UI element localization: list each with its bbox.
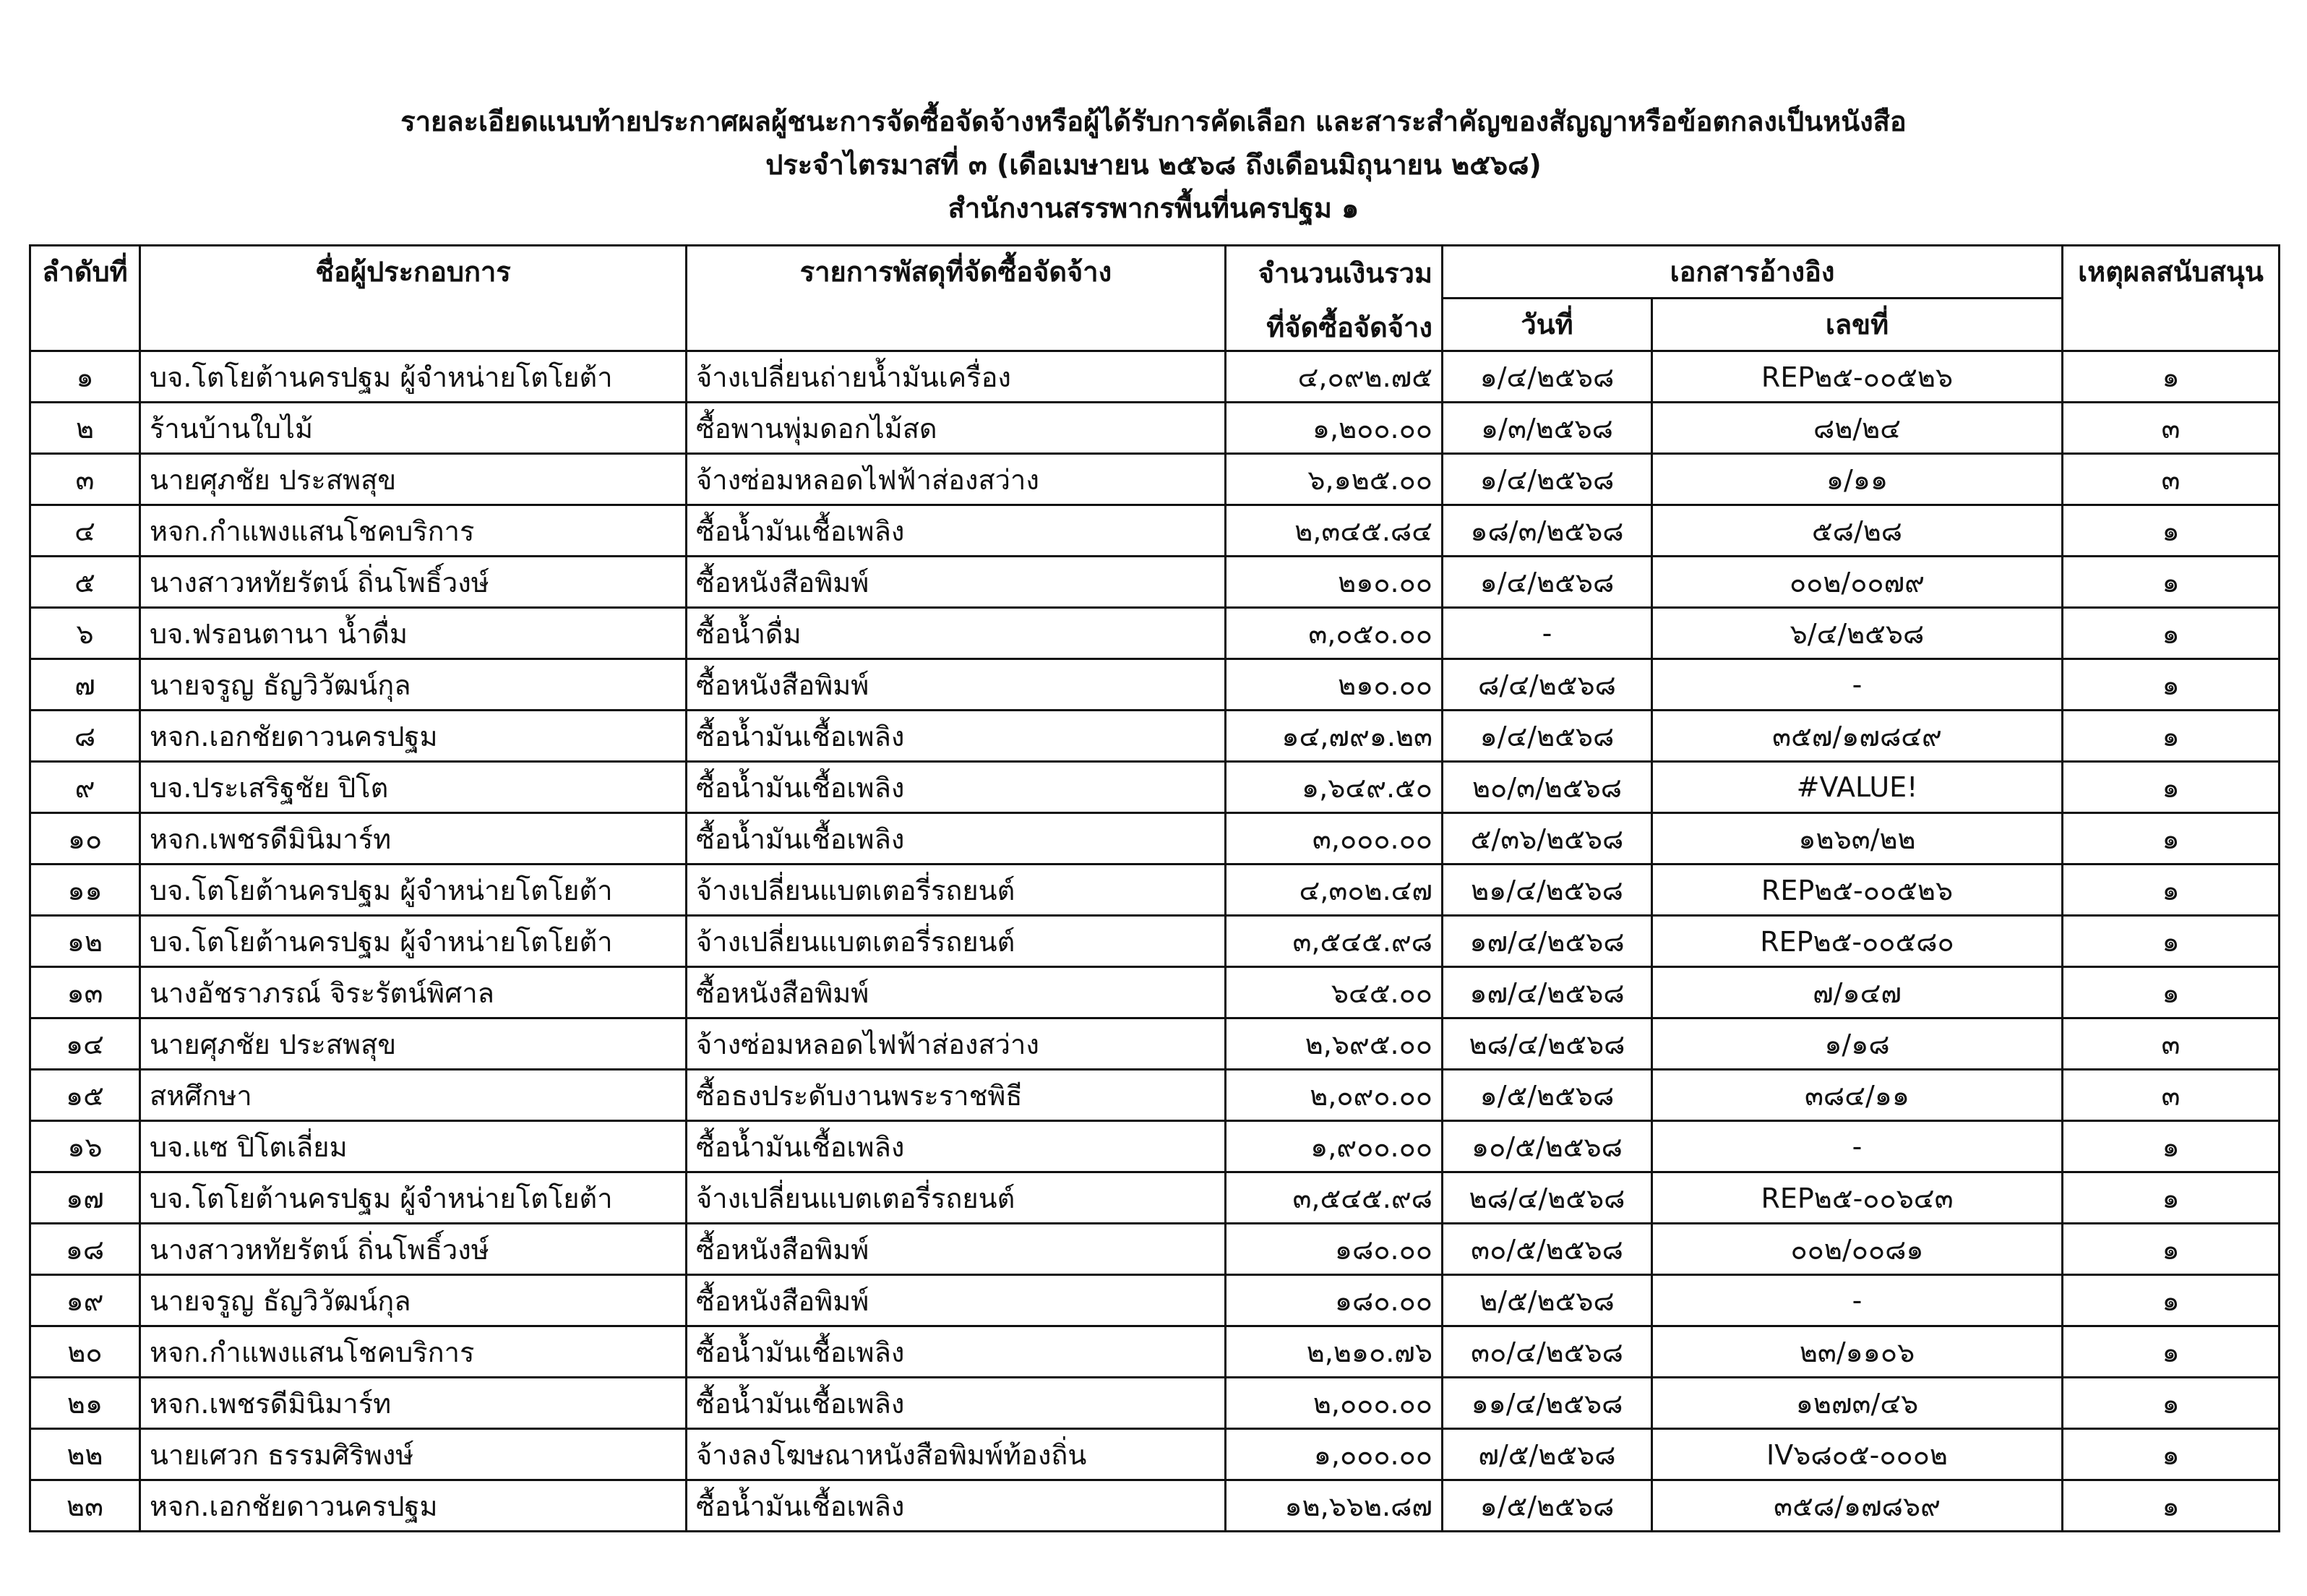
cell-date: ๑/๔/๒๕๖๘	[1443, 557, 1652, 608]
cell-ref-no: ๐๐๒/๐๐๘๑	[1652, 1224, 2063, 1275]
cell-vendor: บจ.โตโยต้านครปฐม ผู้จำหน่ายโตโยต้า	[140, 864, 687, 916]
cell-item: ซื้อหนังสือพิมพ์	[687, 967, 1226, 1018]
table-row	[30, 454, 2280, 505]
cell-date: ๑/๕/๒๕๖๘	[1443, 1480, 1652, 1532]
cell-ref-no: -	[1652, 1121, 2063, 1172]
table-row	[30, 813, 2280, 864]
cell-item: จ้างเปลี่ยนแบตเตอรี่รถยนต์	[687, 1172, 1226, 1224]
cell-ref-no: ๕๘/๒๘	[1652, 505, 2063, 557]
cell-amount: ๑๒,๖๖๒.๘๗	[1226, 1480, 1443, 1532]
cell-date: ๒๘/๔/๒๕๖๘	[1443, 1172, 1652, 1224]
col-header-reason: เหตุผลสนับสนุน	[2063, 246, 2280, 351]
cell-ref-no: #VALUE!	[1652, 762, 2063, 813]
cell-reason: ๓	[2063, 1070, 2280, 1121]
cell-item: ซื้อน้ำมันเชื้อเพลิง	[687, 711, 1226, 762]
cell-vendor: บจ.ประเสริฐชัย ปิโต	[140, 762, 687, 813]
col-header-ref: เอกสารอ้างอิง	[1443, 246, 2063, 299]
table-row	[30, 403, 2280, 454]
table-row	[30, 1429, 2280, 1480]
cell-reason: ๑	[2063, 1429, 2280, 1480]
cell-no: ๑๗	[30, 1172, 140, 1224]
cell-reason: ๑	[2063, 864, 2280, 916]
table-body	[30, 351, 2280, 1532]
cell-no: ๑๖	[30, 1121, 140, 1172]
cell-date: ๑/๕/๒๕๖๘	[1443, 1070, 1652, 1121]
cell-amount: ๑๔,๗๙๑.๒๓	[1226, 711, 1443, 762]
cell-item: ซื้อธงประดับงานพระราชพิธี	[687, 1070, 1226, 1121]
cell-reason: ๓	[2063, 403, 2280, 454]
cell-no: ๑๑	[30, 864, 140, 916]
cell-no: ๑๘	[30, 1224, 140, 1275]
cell-date: ๓๐/๔/๒๕๖๘	[1443, 1326, 1652, 1378]
cell-no: ๓	[30, 454, 140, 505]
document-header	[0, 100, 2307, 230]
cell-ref-no: ๓๘๔/๑๑	[1652, 1070, 2063, 1121]
cell-date: ๗/๕/๒๕๖๘	[1443, 1429, 1652, 1480]
cell-vendor: บจ.โตโยต้านครปฐม ผู้จำหน่ายโตโยต้า	[140, 351, 687, 403]
cell-date: ๑/๔/๒๕๖๘	[1443, 454, 1652, 505]
cell-reason: ๑	[2063, 1172, 2280, 1224]
col-header-item: รายการพัสดุที่จัดซื้อจัดจ้าง	[687, 246, 1226, 351]
cell-no: ๙	[30, 762, 140, 813]
cell-reason: ๑	[2063, 505, 2280, 557]
cell-vendor: นายศุภชัย ประสพสุข	[140, 1018, 687, 1070]
cell-item: ซื้อน้ำมันเชื้อเพลิง	[687, 1480, 1226, 1532]
cell-no: ๒๑	[30, 1378, 140, 1429]
cell-reason: ๓	[2063, 454, 2280, 505]
table-row	[30, 916, 2280, 967]
cell-no: ๑๕	[30, 1070, 140, 1121]
cell-date: ๑๑/๔/๒๕๖๘	[1443, 1378, 1652, 1429]
cell-date: ๑๘/๓/๒๕๖๘	[1443, 505, 1652, 557]
cell-ref-no: ๖/๔/๒๕๖๘	[1652, 608, 2063, 659]
cell-no: ๑	[30, 351, 140, 403]
cell-vendor: นางสาวหทัยรัตน์ ถิ่นโพธิ์วงษ์	[140, 1224, 687, 1275]
cell-ref-no: REP๒๕-๐๐๕๒๖	[1652, 864, 2063, 916]
cell-ref-no: ๐๐๒/๐๐๗๙	[1652, 557, 2063, 608]
cell-amount: ๒,๖๙๕.๐๐	[1226, 1018, 1443, 1070]
cell-ref-no: IV๖๘๐๕-๐๐๐๒	[1652, 1429, 2063, 1480]
cell-date: ๑๗/๔/๒๕๖๘	[1443, 916, 1652, 967]
cell-date: ๒๑/๔/๒๕๖๘	[1443, 864, 1652, 916]
cell-date: ๒๘/๔/๒๕๖๘	[1443, 1018, 1652, 1070]
cell-reason: ๑	[2063, 916, 2280, 967]
cell-ref-no: ๑๒๖๓/๒๒	[1652, 813, 2063, 864]
cell-vendor: บจ.โตโยต้านครปฐม ผู้จำหน่ายโตโยต้า	[140, 1172, 687, 1224]
cell-vendor: สหศึกษา	[140, 1070, 687, 1121]
cell-vendor: บจ.แซ ปิโตเลี่ยม	[140, 1121, 687, 1172]
cell-ref-no: -	[1652, 1275, 2063, 1326]
cell-amount: ๑๘๐.๐๐	[1226, 1224, 1443, 1275]
cell-item: ซื้อหนังสือพิมพ์	[687, 557, 1226, 608]
cell-no: ๘	[30, 711, 140, 762]
cell-ref-no: ๑๒๗๓/๔๖	[1652, 1378, 2063, 1429]
cell-item: ซื้อน้ำมันเชื้อเพลิง	[687, 505, 1226, 557]
cell-amount: ๒,๓๔๕.๘๔	[1226, 505, 1443, 557]
table-row	[30, 711, 2280, 762]
cell-ref-no: REP๒๕-๐๐๕๒๖	[1652, 351, 2063, 403]
cell-date: ๒๐/๓/๒๕๖๘	[1443, 762, 1652, 813]
table-row	[30, 1018, 2280, 1070]
cell-date: ๘/๔/๒๕๖๘	[1443, 659, 1652, 711]
cell-vendor: นายจรูญ ธัญวิวัฒน์กุล	[140, 659, 687, 711]
cell-amount: ๔,๐๙๒.๗๕	[1226, 351, 1443, 403]
cell-vendor: นางสาวหทัยรัตน์ ถิ่นโพธิ์วงษ์	[140, 557, 687, 608]
cell-item: ซื้อหนังสือพิมพ์	[687, 659, 1226, 711]
cell-date: -	[1443, 608, 1652, 659]
cell-ref-no: ๓๕๗/๑๗๘๔๙	[1652, 711, 2063, 762]
col-header-amount-line2: ที่จัดซื้อจัดจ้าง	[1266, 311, 1432, 343]
cell-amount: ๒๑๐.๐๐	[1226, 557, 1443, 608]
cell-item: ซื้อน้ำมันเชื้อเพลิง	[687, 1326, 1226, 1378]
title-line-2: ประจำไตรมาสที่ ๓ (เดือเมษายน ๒๕๖๘ ถึงเดือนมิถุนายน ๒๕๖๘)	[765, 149, 1542, 181]
cell-reason: ๑	[2063, 351, 2280, 403]
cell-item: ซื้อน้ำมันเชื้อเพลิง	[687, 1378, 1226, 1429]
title-line-1: รายละเอียดแนบท้ายประกาศผลผู้ชนะการจัดซื้อจัดจ้างหรือผู้ได้รับการคัดเลือก และสาระสำคัญของสัญญาหรือข้อตกลงเป็นหนังสือ	[400, 106, 1907, 137]
cell-reason: ๑	[2063, 1326, 2280, 1378]
cell-item: จ้างเปลี่ยนถ่ายน้ำมันเครื่อง	[687, 351, 1226, 403]
cell-amount: ๓,๕๔๕.๙๘	[1226, 1172, 1443, 1224]
cell-no: ๗	[30, 659, 140, 711]
cell-no: ๒๓	[30, 1480, 140, 1532]
cell-no: ๑๔	[30, 1018, 140, 1070]
table-row	[30, 505, 2280, 557]
table-row	[30, 1480, 2280, 1532]
cell-no: ๒๐	[30, 1326, 140, 1378]
cell-item: ซื้อพานพุ่มดอกไม้สด	[687, 403, 1226, 454]
table-row	[30, 1326, 2280, 1378]
cell-vendor: นายเศวก ธรรมศิริพงษ์	[140, 1429, 687, 1480]
cell-ref-no: REP๒๕-๐๐๕๘๐	[1652, 916, 2063, 967]
table-row	[30, 967, 2280, 1018]
cell-ref-no: ๑/๑๑	[1652, 454, 2063, 505]
cell-reason: ๑	[2063, 1275, 2280, 1326]
table-header	[30, 246, 2280, 351]
table-row	[30, 762, 2280, 813]
cell-amount: ๑,๖๔๙.๕๐	[1226, 762, 1443, 813]
cell-item: ซื้อน้ำมันเชื้อเพลิง	[687, 813, 1226, 864]
cell-item: ซื้อหนังสือพิมพ์	[687, 1275, 1226, 1326]
cell-amount: ๒,๒๑๐.๗๖	[1226, 1326, 1443, 1378]
cell-amount: ๖,๑๒๕.๐๐	[1226, 454, 1443, 505]
cell-date: ๕/๓๖/๒๕๖๘	[1443, 813, 1652, 864]
cell-reason: ๑	[2063, 1224, 2280, 1275]
cell-ref-no: ๒๓/๑๑๐๖	[1652, 1326, 2063, 1378]
cell-no: ๑๓	[30, 967, 140, 1018]
cell-no: ๑๙	[30, 1275, 140, 1326]
table-row	[30, 1070, 2280, 1121]
cell-ref-no: -	[1652, 659, 2063, 711]
cell-item: ซื้อหนังสือพิมพ์	[687, 1224, 1226, 1275]
cell-no: ๕	[30, 557, 140, 608]
cell-vendor: หจก.เพชรดีมินิมาร์ท	[140, 1378, 687, 1429]
cell-amount: ๓,๐๐๐.๐๐	[1226, 813, 1443, 864]
cell-reason: ๑	[2063, 762, 2280, 813]
table-row	[30, 864, 2280, 916]
cell-date: ๒/๕/๒๕๖๘	[1443, 1275, 1652, 1326]
cell-reason: ๑	[2063, 711, 2280, 762]
cell-date: ๑/๔/๒๕๖๘	[1443, 351, 1652, 403]
cell-no: ๑๐	[30, 813, 140, 864]
cell-amount: ๓,๐๕๐.๐๐	[1226, 608, 1443, 659]
cell-reason: ๑	[2063, 608, 2280, 659]
cell-item: ซื้อน้ำมันเชื้อเพลิง	[687, 1121, 1226, 1172]
cell-vendor: นายจรูญ ธัญวิวัฒน์กุล	[140, 1275, 687, 1326]
cell-no: ๑๒	[30, 916, 140, 967]
cell-item: จ้างเปลี่ยนแบตเตอรี่รถยนต์	[687, 864, 1226, 916]
table-row	[30, 1275, 2280, 1326]
cell-amount: ๓,๕๔๕.๙๘	[1226, 916, 1443, 967]
cell-amount: ๑๘๐.๐๐	[1226, 1275, 1443, 1326]
cell-reason: ๑	[2063, 1121, 2280, 1172]
table-row	[30, 1121, 2280, 1172]
cell-item: จ้างซ่อมหลอดไฟฟ้าส่องสว่าง	[687, 1018, 1226, 1070]
cell-vendor: นายศุภชัย ประสพสุข	[140, 454, 687, 505]
table-row	[30, 659, 2280, 711]
cell-amount: ๖๔๕.๐๐	[1226, 967, 1443, 1018]
table-row	[30, 1172, 2280, 1224]
title-line-3: สำนักงานสรรพากรพื้นที่นครปฐม ๑	[948, 192, 1359, 224]
cell-reason: ๑	[2063, 1378, 2280, 1429]
cell-item: จ้างซ่อมหลอดไฟฟ้าส่องสว่าง	[687, 454, 1226, 505]
cell-no: ๔	[30, 505, 140, 557]
cell-amount: ๑,๙๐๐.๐๐	[1226, 1121, 1443, 1172]
col-header-amount	[1226, 246, 1443, 351]
table-row	[30, 557, 2280, 608]
cell-vendor: หจก.กำแพงแสนโชคบริการ	[140, 1326, 687, 1378]
cell-vendor: หจก.เอกชัยดาวนครปฐม	[140, 1480, 687, 1532]
cell-reason: ๓	[2063, 1018, 2280, 1070]
cell-date: ๑๐/๕/๒๕๖๘	[1443, 1121, 1652, 1172]
cell-ref-no: ๓๕๘/๑๗๘๖๙	[1652, 1480, 2063, 1532]
cell-vendor: หจก.เพชรดีมินิมาร์ท	[140, 813, 687, 864]
col-header-ref-no: เลขที่	[1652, 299, 2063, 351]
cell-amount: ๑,๒๐๐.๐๐	[1226, 403, 1443, 454]
cell-item: จ้างลงโฆษณาหนังสือพิมพ์ท้องถิ่น	[687, 1429, 1226, 1480]
cell-amount: ๑,๐๐๐.๐๐	[1226, 1429, 1443, 1480]
cell-item: ซื้อน้ำดื่ม	[687, 608, 1226, 659]
cell-amount: ๒,๐๙๐.๐๐	[1226, 1070, 1443, 1121]
cell-reason: ๑	[2063, 967, 2280, 1018]
cell-date: ๑/๔/๒๕๖๘	[1443, 711, 1652, 762]
col-header-ref-date: วันที่	[1443, 299, 1652, 351]
table-row	[30, 608, 2280, 659]
col-header-amount-line1: จำนวนเงินรวม	[1258, 257, 1432, 289]
table-row	[30, 1224, 2280, 1275]
cell-ref-no: REP๒๕-๐๐๖๔๓	[1652, 1172, 2063, 1224]
cell-reason: ๑	[2063, 813, 2280, 864]
cell-item: จ้างเปลี่ยนแบตเตอรี่รถยนต์	[687, 916, 1226, 967]
table-row	[30, 351, 2280, 403]
cell-no: ๒	[30, 403, 140, 454]
cell-date: ๑๗/๔/๒๕๖๘	[1443, 967, 1652, 1018]
procurement-table	[29, 244, 2280, 1532]
cell-ref-no: ๘๒/๒๔	[1652, 403, 2063, 454]
cell-amount: ๔,๓๐๒.๔๗	[1226, 864, 1443, 916]
cell-vendor: หจก.กำแพงแสนโชคบริการ	[140, 505, 687, 557]
col-header-no: ลำดับที่	[30, 246, 140, 351]
cell-vendor: หจก.เอกชัยดาวนครปฐม	[140, 711, 687, 762]
cell-ref-no: ๑/๑๘	[1652, 1018, 2063, 1070]
cell-item: ซื้อน้ำมันเชื้อเพลิง	[687, 762, 1226, 813]
col-header-vendor: ชื่อผู้ประกอบการ	[140, 246, 687, 351]
cell-amount: ๒,๐๐๐.๐๐	[1226, 1378, 1443, 1429]
cell-ref-no: ๗/๑๔๗	[1652, 967, 2063, 1018]
cell-vendor: บจ.ฟรอนตานา น้ำดื่ม	[140, 608, 687, 659]
cell-vendor: นางอัชราภรณ์ จิระรัตน์พิศาล	[140, 967, 687, 1018]
cell-reason: ๑	[2063, 1480, 2280, 1532]
cell-reason: ๑	[2063, 557, 2280, 608]
cell-no: ๒๒	[30, 1429, 140, 1480]
cell-amount: ๒๑๐.๐๐	[1226, 659, 1443, 711]
cell-reason: ๑	[2063, 659, 2280, 711]
table-row	[30, 1378, 2280, 1429]
cell-date: ๑/๓/๒๕๖๘	[1443, 403, 1652, 454]
cell-date: ๓๐/๕/๒๕๖๘	[1443, 1224, 1652, 1275]
cell-vendor: ร้านบ้านใบไม้	[140, 403, 687, 454]
cell-no: ๖	[30, 608, 140, 659]
cell-vendor: บจ.โตโยต้านครปฐม ผู้จำหน่ายโตโยต้า	[140, 916, 687, 967]
